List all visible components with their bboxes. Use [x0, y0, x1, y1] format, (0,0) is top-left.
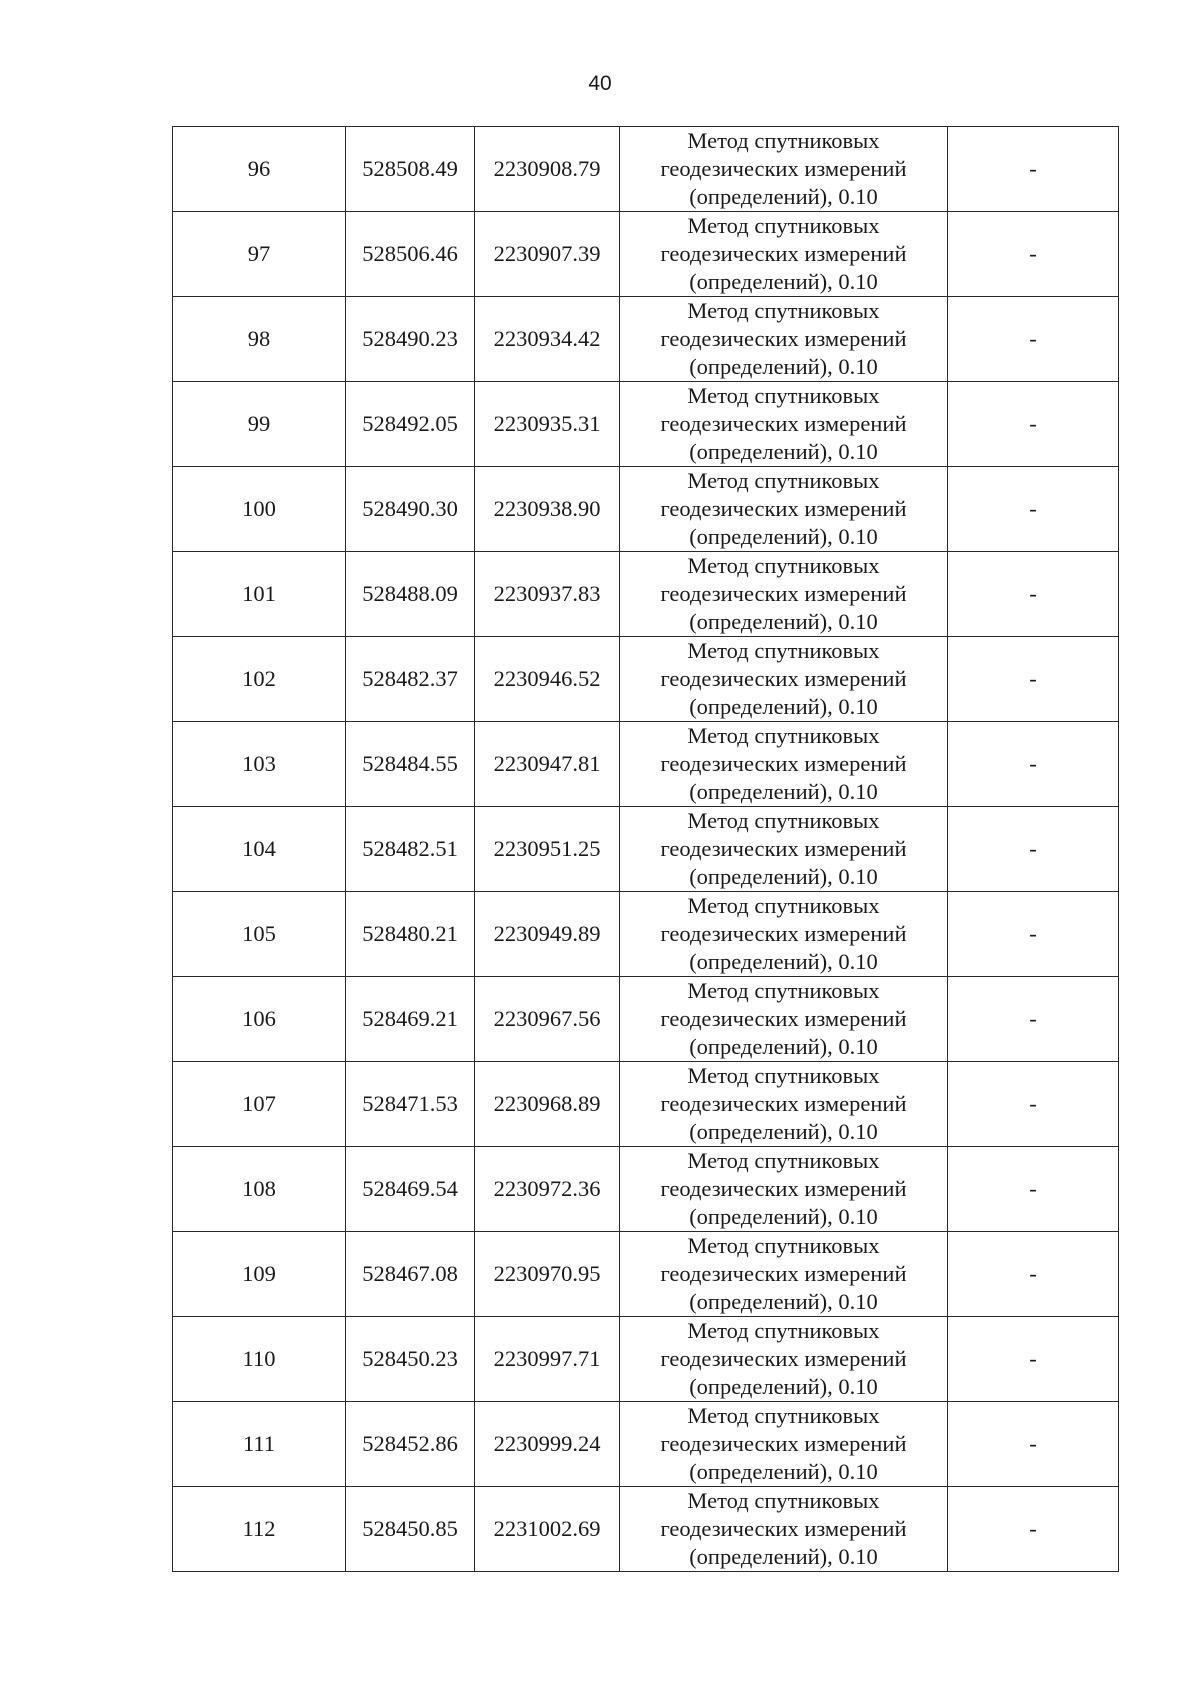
method-line: Метод спутниковых [687, 1233, 880, 1258]
table-row [173, 807, 1119, 892]
extra-info-cell: - [948, 807, 1119, 892]
method-cell [620, 1317, 948, 1402]
extra-info-cell: - [948, 212, 1119, 297]
method-line: (определений), 0.10 [689, 1289, 878, 1314]
method-cell [620, 1062, 948, 1147]
table-row [173, 1147, 1119, 1232]
table-row [173, 297, 1119, 382]
y-coordinate-cell: 2230951.25 [475, 807, 620, 892]
method-line: (определений), 0.10 [689, 1544, 878, 1569]
method-line: геодезических измерений [660, 921, 907, 946]
y-coordinate-cell: 2230967.56 [475, 977, 620, 1062]
method-cell [620, 807, 948, 892]
method-line: (определений), 0.10 [689, 184, 878, 209]
y-coordinate-cell: 2230935.31 [475, 382, 620, 467]
method-line: геодезических измерений [660, 411, 907, 436]
x-coordinate-cell: 528490.23 [346, 297, 475, 382]
method-cell [620, 977, 948, 1062]
point-number-cell: 99 [173, 382, 346, 467]
x-coordinate-cell: 528450.23 [346, 1317, 475, 1402]
extra-info-cell: - [948, 127, 1119, 212]
method-line: Метод спутниковых [687, 1318, 880, 1343]
method-cell [620, 722, 948, 807]
extra-info-cell: - [948, 1317, 1119, 1402]
x-coordinate-cell: 528488.09 [346, 552, 475, 637]
method-line: геодезических измерений [660, 581, 907, 606]
method-cell [620, 382, 948, 467]
method-line: Метод спутниковых [687, 1148, 880, 1173]
table-row [173, 1062, 1119, 1147]
table-row [173, 127, 1119, 212]
method-line: геодезических измерений [660, 156, 907, 181]
method-line: (определений), 0.10 [689, 439, 878, 464]
method-line: Метод спутниковых [687, 1403, 880, 1428]
table-row [173, 467, 1119, 552]
y-coordinate-cell: 2230938.90 [475, 467, 620, 552]
point-number-cell: 100 [173, 467, 346, 552]
method-line: геодезических измерений [660, 496, 907, 521]
point-number-cell: 105 [173, 892, 346, 977]
x-coordinate-cell: 528484.55 [346, 722, 475, 807]
method-line: (определений), 0.10 [689, 949, 878, 974]
x-coordinate-cell: 528506.46 [346, 212, 475, 297]
method-line: геодезических измерений [660, 1176, 907, 1201]
method-line: Метод спутниковых [687, 383, 880, 408]
method-line: Метод спутниковых [687, 213, 880, 238]
point-number-cell: 107 [173, 1062, 346, 1147]
x-coordinate-cell: 528480.21 [346, 892, 475, 977]
table-row [173, 722, 1119, 807]
method-line: (определений), 0.10 [689, 694, 878, 719]
table-row [173, 637, 1119, 722]
table-row [173, 977, 1119, 1062]
x-coordinate-cell: 528467.08 [346, 1232, 475, 1317]
y-coordinate-cell: 2230908.79 [475, 127, 620, 212]
table-row [173, 382, 1119, 467]
point-number-cell: 96 [173, 127, 346, 212]
extra-info-cell: - [948, 467, 1119, 552]
x-coordinate-cell: 528452.86 [346, 1402, 475, 1487]
method-cell [620, 127, 948, 212]
method-line: геодезических измерений [660, 836, 907, 861]
method-line: Метод спутниковых [687, 978, 880, 1003]
method-line: геодезических измерений [660, 241, 907, 266]
point-number-cell: 102 [173, 637, 346, 722]
method-line: геодезических измерений [660, 666, 907, 691]
method-cell [620, 467, 948, 552]
method-line: геодезических измерений [660, 1091, 907, 1116]
method-cell [620, 1232, 948, 1317]
y-coordinate-cell: 2230970.95 [475, 1232, 620, 1317]
method-line: (определений), 0.10 [689, 1034, 878, 1059]
page-number: 40 [588, 72, 612, 95]
y-coordinate-cell: 2230972.36 [475, 1147, 620, 1232]
point-number-cell: 112 [173, 1487, 346, 1572]
point-number-cell: 103 [173, 722, 346, 807]
table-row [173, 892, 1119, 977]
point-number-cell: 101 [173, 552, 346, 637]
table-row [173, 212, 1119, 297]
method-cell [620, 1402, 948, 1487]
table-row [173, 1232, 1119, 1317]
method-line: (определений), 0.10 [689, 864, 878, 889]
y-coordinate-cell: 2230934.42 [475, 297, 620, 382]
method-line: Метод спутниковых [687, 1063, 880, 1088]
extra-info-cell: - [948, 637, 1119, 722]
x-coordinate-cell: 528508.49 [346, 127, 475, 212]
method-line: геодезических измерений [660, 1006, 907, 1031]
method-cell [620, 297, 948, 382]
table-row [173, 552, 1119, 637]
method-line: (определений), 0.10 [689, 1459, 878, 1484]
table-row [173, 1317, 1119, 1402]
extra-info-cell: - [948, 892, 1119, 977]
method-line: Метод спутниковых [687, 638, 880, 663]
extra-info-cell: - [948, 1232, 1119, 1317]
y-coordinate-cell: 2230907.39 [475, 212, 620, 297]
method-line: Метод спутниковых [687, 553, 880, 578]
table-row [173, 1402, 1119, 1487]
method-line: (определений), 0.10 [689, 354, 878, 379]
point-number-cell: 110 [173, 1317, 346, 1402]
x-coordinate-cell: 528469.54 [346, 1147, 475, 1232]
extra-info-cell: - [948, 1062, 1119, 1147]
method-cell [620, 1487, 948, 1572]
method-line: геодезических измерений [660, 1431, 907, 1456]
method-line: Метод спутниковых [687, 298, 880, 323]
extra-info-cell: - [948, 1402, 1119, 1487]
point-number-cell: 109 [173, 1232, 346, 1317]
method-line: (определений), 0.10 [689, 1204, 878, 1229]
x-coordinate-cell: 528482.51 [346, 807, 475, 892]
coordinates-table-body [173, 127, 1119, 1572]
method-line: Метод спутниковых [687, 128, 880, 153]
method-line: геодезических измерений [660, 1346, 907, 1371]
method-cell [620, 637, 948, 722]
method-line: геодезических измерений [660, 326, 907, 351]
method-line: Метод спутниковых [687, 468, 880, 493]
point-number-cell: 111 [173, 1402, 346, 1487]
extra-info-cell: - [948, 382, 1119, 467]
method-cell [620, 552, 948, 637]
y-coordinate-cell: 2230937.83 [475, 552, 620, 637]
y-coordinate-cell: 2230968.89 [475, 1062, 620, 1147]
method-line: (определений), 0.10 [689, 269, 878, 294]
method-line: Метод спутниковых [687, 723, 880, 748]
x-coordinate-cell: 528492.05 [346, 382, 475, 467]
method-cell [620, 1147, 948, 1232]
extra-info-cell: - [948, 977, 1119, 1062]
method-line: (определений), 0.10 [689, 1119, 878, 1144]
method-cell [620, 892, 948, 977]
y-coordinate-cell: 2230947.81 [475, 722, 620, 807]
method-line: (определений), 0.10 [689, 779, 878, 804]
method-line: геодезических измерений [660, 1516, 907, 1541]
y-coordinate-cell: 2231002.69 [475, 1487, 620, 1572]
extra-info-cell: - [948, 552, 1119, 637]
point-number-cell: 106 [173, 977, 346, 1062]
method-line: (определений), 0.10 [689, 524, 878, 549]
method-line: геодезических измерений [660, 751, 907, 776]
point-number-cell: 97 [173, 212, 346, 297]
point-number-cell: 104 [173, 807, 346, 892]
coordinates-table [172, 126, 1119, 1572]
table-row [173, 1487, 1119, 1572]
point-number-cell: 108 [173, 1147, 346, 1232]
extra-info-cell: - [948, 1487, 1119, 1572]
method-line: Метод спутниковых [687, 808, 880, 833]
method-line: геодезических измерений [660, 1261, 907, 1286]
x-coordinate-cell: 528490.30 [346, 467, 475, 552]
x-coordinate-cell: 528469.21 [346, 977, 475, 1062]
method-line: Метод спутниковых [687, 1488, 880, 1513]
method-cell [620, 212, 948, 297]
method-line: (определений), 0.10 [689, 609, 878, 634]
point-number-cell: 98 [173, 297, 346, 382]
method-line: Метод спутниковых [687, 893, 880, 918]
y-coordinate-cell: 2230997.71 [475, 1317, 620, 1402]
y-coordinate-cell: 2230946.52 [475, 637, 620, 722]
extra-info-cell: - [948, 297, 1119, 382]
x-coordinate-cell: 528482.37 [346, 637, 475, 722]
x-coordinate-cell: 528471.53 [346, 1062, 475, 1147]
extra-info-cell: - [948, 1147, 1119, 1232]
method-line: (определений), 0.10 [689, 1374, 878, 1399]
y-coordinate-cell: 2230949.89 [475, 892, 620, 977]
extra-info-cell: - [948, 722, 1119, 807]
x-coordinate-cell: 528450.85 [346, 1487, 475, 1572]
y-coordinate-cell: 2230999.24 [475, 1402, 620, 1487]
